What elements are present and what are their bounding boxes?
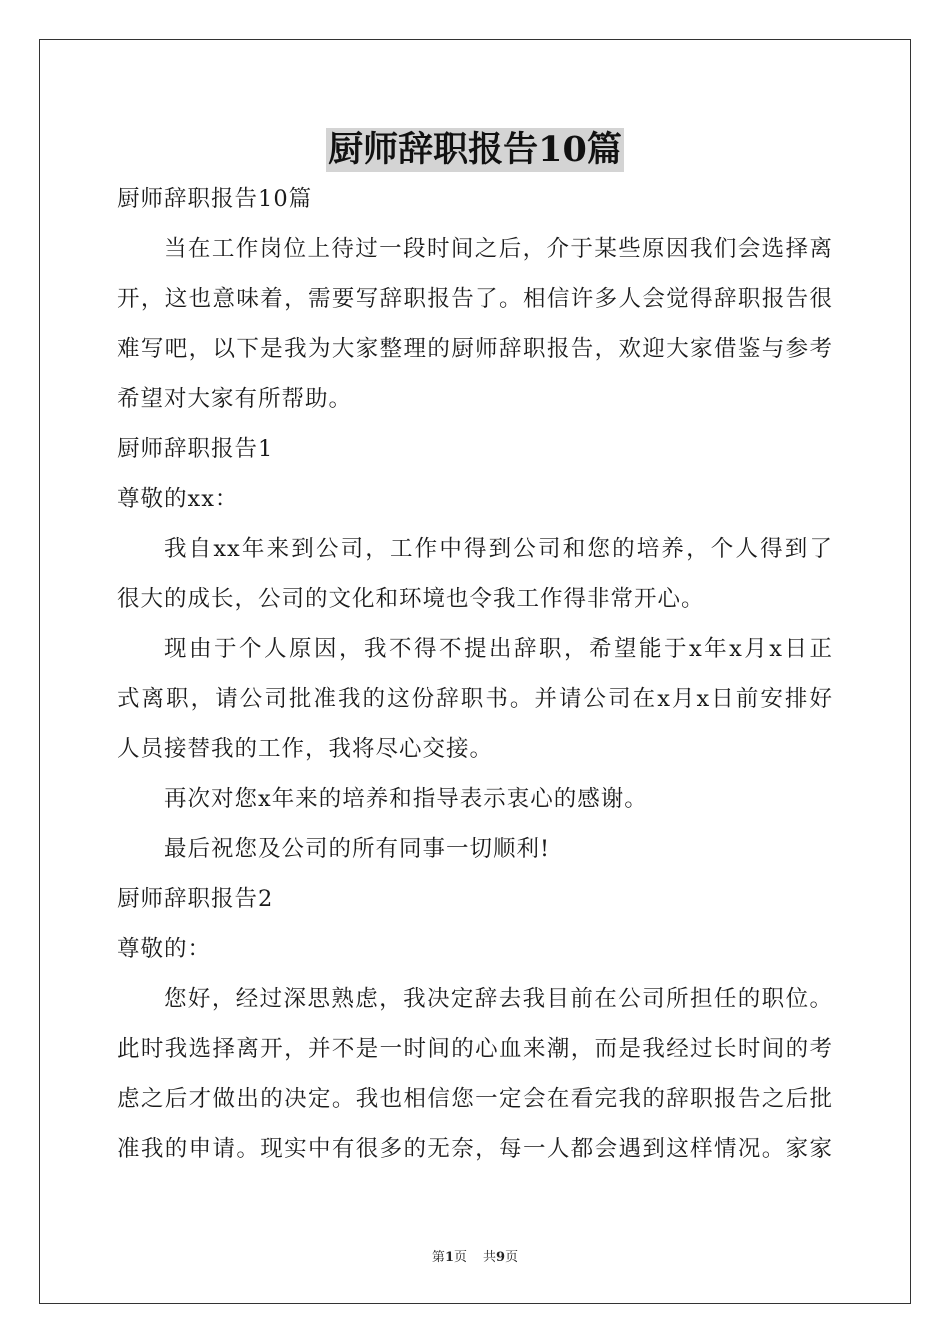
text-line: 当在工作岗位上待过一段时间之后，介于某些原因我们会选择离 <box>164 236 833 262</box>
page-footer <box>0 1246 950 1265</box>
text-line: 现由于个人原因，我不得不提出辞职，希望能于x年x月x日正 <box>164 636 833 662</box>
text-line: 最后祝您及公司的所有同事一切顺利! <box>164 836 551 862</box>
text-line: 开，这也意味着，需要写辞职报告了。相信许多人会觉得辞职报告很 <box>117 286 833 312</box>
total-suffix: 页 <box>505 1250 519 1265</box>
text-line: 此时我选择离开，并不是一时间的心血来潮，而是我经过长时间的考 <box>117 1036 833 1062</box>
document-title: 厨师辞职报告10篇 <box>328 129 622 170</box>
text-line: 厨师辞职报告10篇 <box>117 186 313 212</box>
document-body <box>117 174 833 1174</box>
text-line: 再次对您x年来的培养和指导表示衷心的感谢。 <box>164 786 648 812</box>
text-line: 人员接替我的工作，我将尽心交接。 <box>117 736 494 762</box>
text-line: 式离职，请公司批准我的这份辞职书。并请公司在x月x日前安排好 <box>117 686 833 712</box>
text-line: 难写吧，以下是我为大家整理的厨师辞职报告，欢迎大家借鉴与参考 <box>117 336 833 362</box>
salutation: 尊敬的xx： <box>117 486 239 512</box>
text-line: 很大的成长，公司的文化和环境也令我工作得非常开心。 <box>117 586 705 612</box>
page-suffix: 页 <box>453 1250 467 1265</box>
text-line: 您好，经过深思熟虑，我决定辞去我目前在公司所担任的职位。 <box>164 986 833 1012</box>
section-heading: 厨师辞职报告1 <box>117 436 274 462</box>
title-container <box>0 128 950 172</box>
total-pages: 9 <box>496 1250 506 1265</box>
section-heading: 厨师辞职报告2 <box>117 886 274 912</box>
text-line: 虑之后才做出的决定。我也相信您一定会在看完我的辞职报告之后批 <box>117 1086 833 1112</box>
text-line: 希望对大家有所帮助。 <box>117 386 353 412</box>
text-line: 准我的申请。现实中有很多的无奈，每一人都会遇到这样情况。家家 <box>117 1136 833 1162</box>
salutation: 尊敬的： <box>117 936 212 962</box>
total-prefix: 共 <box>483 1250 497 1265</box>
page-number: 1 <box>444 1250 454 1265</box>
text-line: 我自xx年来到公司，工作中得到公司和您的培养，个人得到了 <box>164 536 833 562</box>
page-prefix: 第 <box>431 1250 445 1265</box>
